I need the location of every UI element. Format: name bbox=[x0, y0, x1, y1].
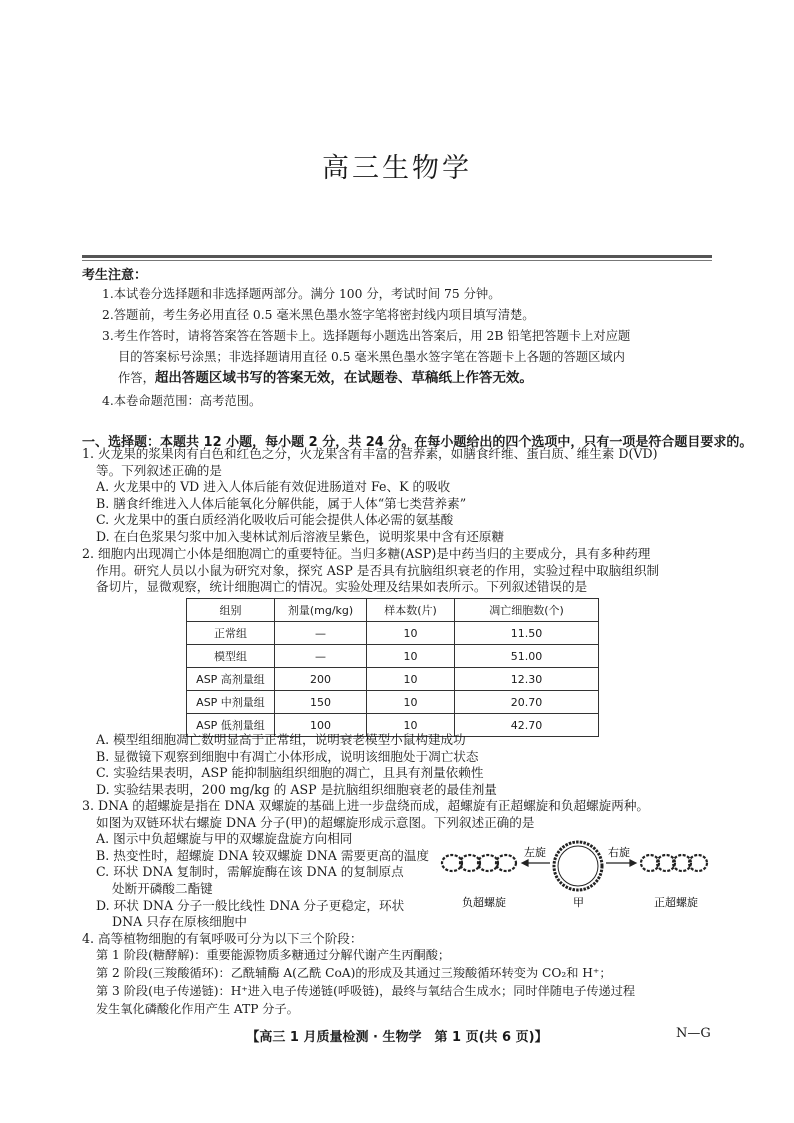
q3-option-a: A. 图示中负超螺旋与甲的双螺旋盘旋方向相同 bbox=[96, 831, 353, 847]
right-arrow-label: 右旋 bbox=[608, 846, 630, 859]
q4-stage-2: 第 2 阶段(三羧酸循环)：乙酰辅酶 A(乙酰 CoA)的形成及其通过三羧酸循环转变为 CO₂和 H⁺； bbox=[96, 966, 612, 980]
q2-options bbox=[82, 732, 722, 798]
notice-heading: 考生注意： bbox=[82, 268, 148, 283]
q3-option-c-cont: 处断开磷酸二酯键 bbox=[112, 880, 213, 896]
table-header: 凋亡细胞数(个) bbox=[455, 599, 599, 622]
table-cell: ASP 高剂量组 bbox=[187, 668, 275, 691]
table-cell: 正常组 bbox=[187, 622, 275, 645]
left-arrow-label: 左旋 bbox=[524, 846, 546, 859]
q1-stem-line: 1. 火龙果的浆果肉有白色和红色之分，火龙果含有丰富的营养素，如膳食纤维、蛋白质、维生素 D(VD) bbox=[82, 446, 658, 461]
left-arrow-icon bbox=[522, 860, 550, 866]
page-footer: 【高三 1 月质量检测 · 生物学 第 1 页(共 6 页)】 bbox=[246, 1030, 548, 1045]
section-heading: 一、选择题：本题共 12 小题，每小题 2 分，共 24 分。在每小题给出的四个选项中，只有一项是符合题目要求的。 bbox=[82, 435, 753, 450]
table-cell: 10 bbox=[367, 645, 455, 668]
question-2 bbox=[82, 546, 722, 596]
q2-stem-line: 作用。研究人员以小鼠为研究对象，探究 ASP 是否具有抗脑组织衰老的作用，实验过程中取脑组织制 bbox=[96, 562, 660, 578]
table-cell: 10 bbox=[367, 714, 455, 737]
q1-option-c: C. 火龙果中的蛋白质经消化吸收后可能会提供人体必需的氨基酸 bbox=[96, 512, 454, 528]
table-header: 样本数(片) bbox=[367, 599, 455, 622]
positive-supercoil-figure bbox=[641, 855, 707, 871]
q4-stem: 4. 高等植物细胞的有氧呼吸可分为以下三个阶段： bbox=[82, 931, 363, 946]
table-row bbox=[187, 668, 599, 691]
table-cell: 11.50 bbox=[455, 622, 599, 645]
table-row bbox=[187, 691, 599, 714]
q4-stage-3: 第 3 阶段(电子传递链)：H⁺进入电子传递链(呼吸链)，最终与氧结合生成水；同时伴随电子传递过程 bbox=[96, 984, 636, 998]
q3-stem-line: 3. DNA 的超螺旋是指在 DNA 双螺旋的基础上进一步盘绕而成，超螺旋有正超螺旋和负超螺旋两种。 bbox=[82, 798, 650, 813]
q3-option-b: B. 热变性时，超螺旋 DNA 较双螺旋 DNA 需要更高的温度 bbox=[96, 847, 429, 863]
q2-option-d: D. 实验结果表明，200 mg/kg 的 ASP 是抗脑组织细胞衰老的最佳剂量 bbox=[96, 781, 497, 797]
q4-stage-1: 第 1 阶段(糖酵解)：重要能源物质多糖通过分解代谢产生丙酮酸； bbox=[96, 948, 451, 962]
header-divider bbox=[82, 255, 712, 258]
table-header: 剂量(mg/kg) bbox=[275, 599, 367, 622]
table-header-row bbox=[187, 599, 599, 622]
notice-item-1: 1.本试卷分选择题和非选择题两部分。满分 100 分，考试时间 75 分钟。 bbox=[102, 287, 501, 301]
q4-stage-3-cont: 发生氧化磷酸化作用产生 ATP 分子。 bbox=[96, 1002, 299, 1016]
q2-stem-line: 2. 细胞内出现凋亡小体是细胞凋亡的重要特征。当归多糖(ASP)是中药当归的主要成分，具有多种药理 bbox=[82, 546, 651, 561]
table-cell: — bbox=[275, 645, 367, 668]
table-cell: — bbox=[275, 622, 367, 645]
q1-option-a: A. 火龙果中的 VD 进入人体后能有效促进肠道对 Fe、K 的吸收 bbox=[96, 479, 451, 495]
negative-supercoil-label: 负超螺旋 bbox=[462, 896, 506, 909]
notice-item-3-end: 作答，超出答题区域书写的答案无效，在试题卷、草稿纸上作答无效。 bbox=[118, 370, 533, 386]
q2-option-a: A. 模型组细胞凋亡数明显高于正常组，说明衰老模型小鼠构建成功 bbox=[96, 732, 466, 747]
positive-supercoil-label: 正超螺旋 bbox=[654, 896, 698, 909]
q1-option-d: D. 在白色浆果匀浆中加入斐林试剂后溶液呈紫色，说明浆果中含有还原糖 bbox=[96, 528, 505, 544]
table-row bbox=[187, 622, 599, 645]
table-cell: 12.30 bbox=[455, 668, 599, 691]
q2-option-c: C. 实验结果表明，ASP 能抑制脑组织细胞的凋亡，且具有剂量依赖性 bbox=[96, 765, 484, 781]
q2-option-b: B. 显微镜下观察到细胞中有凋亡小体形成，说明该细胞处于凋亡状态 bbox=[96, 748, 479, 764]
negative-supercoil-figure bbox=[442, 855, 516, 871]
table-row bbox=[187, 645, 599, 668]
table-cell: ASP 中剂量组 bbox=[187, 691, 275, 714]
notice-item-4: 4.本卷命题范围：高考范围。 bbox=[102, 394, 262, 408]
table-cell: 10 bbox=[367, 691, 455, 714]
table-header: 组别 bbox=[187, 599, 275, 622]
paper-code: N—G bbox=[676, 1026, 711, 1041]
table-cell: ASP 低剂量组 bbox=[187, 714, 275, 737]
exam-title: 高三生物学 bbox=[322, 153, 472, 184]
question-1 bbox=[82, 446, 722, 546]
q3-option-d-cont: DNA 只存在原核细胞中 bbox=[112, 914, 247, 930]
table-cell: 150 bbox=[275, 691, 367, 714]
table-cell: 10 bbox=[367, 668, 455, 691]
q1-option-b: B. 膳食纤维进入人体后能氧化分解供能，属于人体“第七类营养素” bbox=[96, 495, 467, 511]
q1-stem-line: 等。下列叙述正确的是 bbox=[96, 462, 222, 478]
table-cell: 10 bbox=[367, 622, 455, 645]
table-cell: 20.70 bbox=[455, 691, 599, 714]
right-arrow-icon bbox=[606, 860, 636, 866]
q4-stages bbox=[96, 946, 716, 1018]
experiment-table bbox=[186, 598, 599, 737]
table-cell: 42.70 bbox=[455, 714, 599, 737]
notice-item-2: 2.答题前，考生务必用直径 0.5 毫米黑色墨水签字笔将密封线内项目填写清楚。 bbox=[102, 308, 535, 322]
q2-stem-line: 备切片，显微观察，统计细胞凋亡的情况。实验处理及结果如表所示。下列叙述错误的是 bbox=[96, 579, 588, 595]
relaxed-dna-circle bbox=[554, 842, 602, 890]
center-dna-label: 甲 bbox=[573, 896, 584, 909]
notice-bold-warning: 超出答题区域书写的答案无效，在试题卷、草稿纸上作答无效。 bbox=[154, 370, 533, 386]
supercoil-diagram bbox=[440, 836, 710, 912]
q3-option-c: C. 环状 DNA 复制时，需解旋酶在该 DNA 的复制原点 bbox=[96, 864, 404, 880]
notice-list bbox=[102, 284, 714, 412]
header-divider-thin bbox=[82, 260, 712, 261]
notice-item-3-cont: 目的答案标号涂黑；非选择题请用直径 0.5 毫米黑色墨水签字笔在答题卡上各题的答题区域内 bbox=[118, 350, 625, 364]
table-cell: 51.00 bbox=[455, 645, 599, 668]
q3-option-d: D. 环状 DNA 分子一般比线性 DNA 分子更稳定，环状 bbox=[96, 897, 405, 913]
table-cell: 模型组 bbox=[187, 645, 275, 668]
q3-stem-line: 如图为双链环状右螺旋 DNA 分子(甲)的超螺旋形成示意图。下列叙述正确的是 bbox=[96, 814, 535, 830]
notice-item-3: 3.考生作答时，请将答案答在答题卡上。选择题每小题选出答案后，用 2B 铅笔把答题卡上对应题 bbox=[102, 329, 631, 343]
table-cell: 100 bbox=[275, 714, 367, 737]
table-cell: 200 bbox=[275, 668, 367, 691]
